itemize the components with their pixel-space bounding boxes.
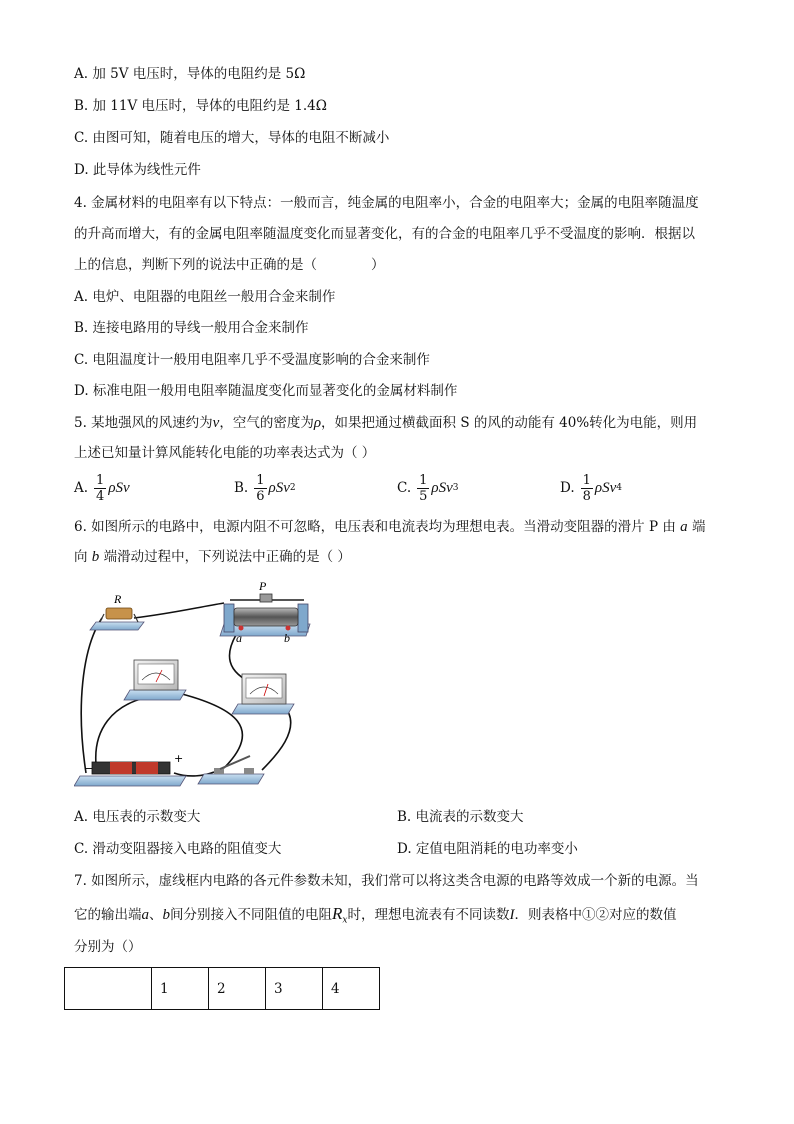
wire-left (81, 618, 102, 773)
option-label: C. (397, 480, 412, 496)
label-b: b (284, 631, 290, 645)
expression: ρSv (594, 479, 617, 496)
q3-option-d: D. 此导体为线性元件 (74, 162, 201, 178)
q6-text-d: 端滑动过程中，下列说法中正确的是（ ） (103, 549, 351, 565)
q6-option-b: B. 电流表的示数变大 (397, 809, 524, 825)
q3-option-c: C. 由图可知，随着电压的增大，导体的电阻不断减小 (74, 130, 390, 146)
q5-option-d (560, 468, 622, 508)
denominator: 8 (582, 488, 591, 504)
q7-var-i: I (509, 907, 515, 923)
fraction (581, 473, 593, 504)
expression: ρSv (108, 479, 130, 496)
option-label: A. (74, 480, 89, 496)
option-label: D. (560, 480, 575, 496)
label-p: P (259, 579, 267, 593)
exponent: 3 (452, 483, 459, 493)
label-minus: − (84, 762, 94, 775)
battery (74, 752, 186, 786)
numerator: 1 (582, 472, 591, 488)
q7-var-r-sub: x (342, 915, 348, 926)
expression: ρSv (431, 479, 453, 496)
q7-var-a: a (141, 907, 149, 923)
exponent: 2 (289, 483, 296, 493)
q6-stem-line1 (74, 517, 705, 537)
q5-stem-line2: 上述已知量计算风能转化电能的功率表达式为（ ） (74, 445, 376, 461)
q6-text-b: 端 (691, 519, 706, 535)
table-row (65, 968, 380, 1010)
wire-r-to-rheostat (134, 603, 224, 618)
q4-option-b: B. 连接电路用的导线一般用合金来制作 (74, 320, 309, 336)
q7-text-d: ．则表格中①②对应的数值 (514, 907, 677, 923)
voltmeter (124, 660, 186, 700)
denominator: 4 (96, 488, 105, 504)
q7-var-r: R (332, 904, 343, 923)
option-label: B. (234, 480, 249, 496)
resistor-r (90, 592, 144, 630)
exponent: 4 (616, 483, 623, 493)
q5-text-c: ，如果把通过横截面积 S 的风的动能有 40%转化为电能，则用 (321, 415, 698, 431)
q7-data-table (64, 967, 380, 1010)
q6-option-d: D. 定值电阻消耗的电功率变小 (397, 841, 578, 857)
fraction (254, 473, 266, 504)
circuit-figure (74, 578, 334, 790)
q4-option-a: A. 电炉、电阻器的电阻丝一般用合金来制作 (74, 289, 336, 305)
denominator: 6 (256, 488, 265, 504)
table-cell (65, 968, 152, 1010)
q4-stem-line1: 4. 金属材料的电阻率有以下特点：一般而言，纯金属的电阻率小，合金的电阻率大；金属的电阻率随温度 (74, 195, 699, 211)
table-cell: 3 (266, 968, 323, 1010)
q6-stem-line2 (74, 547, 351, 567)
q6-text-c: 向 (74, 549, 88, 565)
wire-voltmeter-right (182, 694, 242, 768)
q3-option-b: B. 加 11V 电压时，导体的电阻约是 1.4Ω (74, 98, 327, 114)
q7-var-b: b (162, 907, 170, 923)
q7-text-c: 时，理想电流表有不同读数 (347, 907, 510, 923)
q4-option-c: C. 电阻温度计一般用电阻率几乎不受温度影响的合金来制作 (74, 352, 430, 368)
q5-stem-line1 (74, 413, 697, 433)
q7-stem-line1: 7. 如图所示，虚线框内电路的各元件参数未知，我们常可以将这类含电源的电路等效成一个新的电源。当 (74, 873, 699, 889)
q4-option-d: D. 标准电阻一般用电阻率随温度变化而显著变化的金属材料制作 (74, 383, 458, 399)
q7-sep: 、 (149, 907, 163, 923)
q5-option-c (397, 468, 459, 508)
label-r: R (114, 592, 122, 606)
numerator: 1 (256, 472, 265, 488)
numerator: 1 (96, 472, 105, 488)
label-a: a (236, 631, 242, 645)
label-plus: + (174, 752, 184, 765)
q7-text-b: 间分别接入不同阻值的电阻 (170, 907, 332, 923)
q7-stem-line3: 分别为（） (74, 939, 142, 955)
q6-var-a: a (680, 519, 688, 535)
q5-var-v: v (212, 415, 220, 431)
q5-option-a (74, 468, 130, 508)
q5-option-b (234, 468, 296, 508)
q5-text-b: ，空气的密度为 (219, 415, 314, 431)
q7-stem-line2 (74, 904, 676, 931)
ammeter (232, 674, 294, 714)
wire-ammeter-to-switch (262, 706, 291, 770)
fraction (94, 473, 106, 504)
wire-voltmeter-left (96, 694, 170, 764)
q7-text-a: 它的输出端 (74, 907, 142, 923)
numerator: 1 (419, 472, 428, 488)
table-cell: 1 (152, 968, 209, 1010)
q3-option-a: A. 加 5V 电压时，导体的电阻约是 5Ω (74, 66, 306, 82)
fraction (417, 473, 429, 504)
q4-stem-text: 上的信息，判断下列的说法中正确的是（ (74, 257, 317, 273)
denominator: 5 (419, 488, 428, 504)
q4-stem-close: ） (371, 257, 385, 273)
q6-var-b: b (91, 549, 100, 565)
q5-var-rho: ρ (313, 415, 322, 431)
q6-option-c: C. 滑动变阻器接入电路的阻值变大 (74, 841, 282, 857)
q4-stem-line2: 的升高而增大，有的金属电阻率随温度变化而显著变化，有的合金的电阻率几乎不受温度的影响．根据以 (74, 226, 695, 242)
q6-option-a: A. 电压表的示数变大 (74, 809, 201, 825)
table-cell: 4 (323, 968, 380, 1010)
expression: ρSv (268, 479, 290, 496)
rheostat (220, 579, 310, 645)
q6-text-a: 6. 如图所示的电路中，电源内阻不可忽略，电压表和电流表均为理想电表。当滑动变阻器的滑片 P 由 (74, 519, 676, 535)
table-cell: 2 (209, 968, 266, 1010)
q5-text-a: 5. 某地强风的风速约为 (74, 415, 213, 431)
q4-stem-line3 (74, 255, 385, 275)
